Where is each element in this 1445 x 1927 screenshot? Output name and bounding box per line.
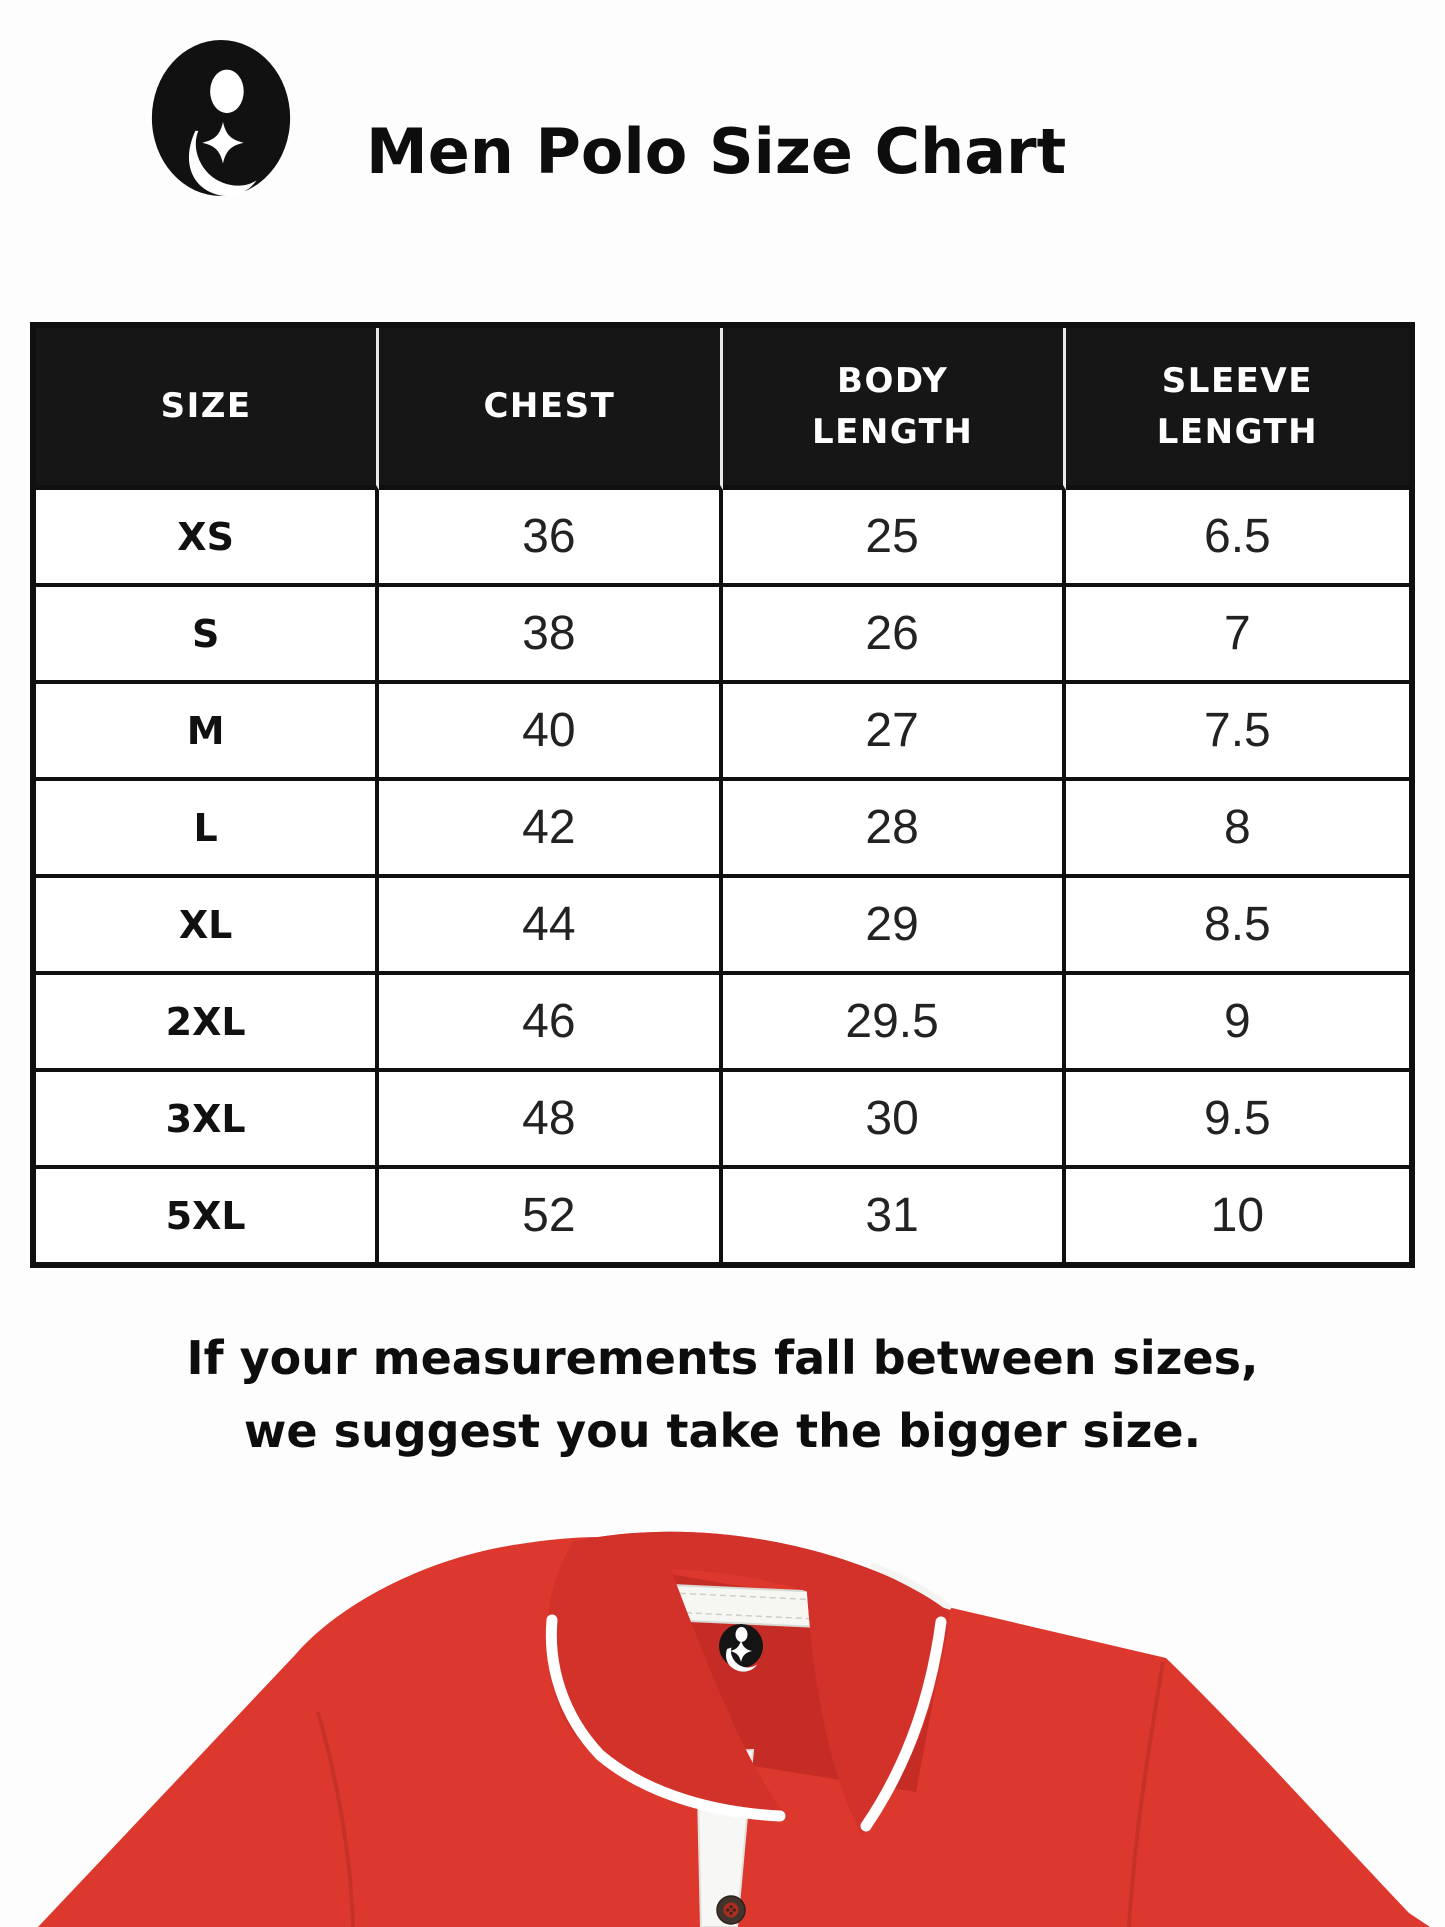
- size-value: 2XL: [36, 975, 379, 1072]
- chest-value: 52: [379, 1169, 722, 1262]
- column-header-line: CHEST: [483, 386, 616, 426]
- sleeve-length-value: 8.5: [1066, 878, 1409, 975]
- column-header-line: BODY: [837, 360, 949, 401]
- chest-value: 38: [379, 587, 722, 684]
- sleeve-length-value: 8: [1066, 781, 1409, 878]
- size-chart-table: [30, 322, 1415, 1268]
- brand-logo-icon: [150, 40, 292, 198]
- body-length-value: 25: [723, 490, 1066, 587]
- column-header-size: [36, 328, 379, 490]
- table-row: [36, 878, 1409, 975]
- body-length-value: 30: [723, 1072, 1066, 1169]
- body-length-value: 26: [723, 587, 1066, 684]
- table-row: [36, 490, 1409, 587]
- body-length-value: 29: [723, 878, 1066, 975]
- chest-value: 48: [379, 1072, 722, 1169]
- column-header-line: LENGTH: [811, 411, 974, 452]
- size-value: XL: [36, 878, 379, 975]
- body-length-value: 28: [723, 781, 1066, 878]
- size-value: XS: [36, 490, 379, 587]
- body-length-value: 29.5: [723, 975, 1066, 1072]
- sizing-note-line2: we suggest you take the bigger size.: [243, 1403, 1202, 1458]
- table-row: [36, 587, 1409, 684]
- size-value: 3XL: [36, 1072, 379, 1169]
- body-length-value: 31: [723, 1169, 1066, 1262]
- column-header-body-length: [723, 328, 1066, 490]
- table-row: [36, 1072, 1409, 1169]
- sleeve-length-value: 6.5: [1066, 490, 1409, 587]
- chest-value: 42: [379, 781, 722, 878]
- chest-value: 36: [379, 490, 722, 587]
- size-value: M: [36, 684, 379, 781]
- size-value: L: [36, 781, 379, 878]
- polo-shirt-image: [0, 1500, 1445, 1927]
- sleeve-length-value: 7.5: [1066, 684, 1409, 781]
- chest-value: 44: [379, 878, 722, 975]
- sleeve-length-value: 10: [1066, 1169, 1409, 1262]
- sleeve-length-value: 9.5: [1066, 1072, 1409, 1169]
- chest-value: 40: [379, 684, 722, 781]
- sleeve-length-value: 9: [1066, 975, 1409, 1072]
- page-title: Men Polo Size Chart: [366, 114, 1067, 188]
- chest-value: 46: [379, 975, 722, 1072]
- sizing-note: [0, 1322, 1445, 1467]
- column-header-line: LENGTH: [1156, 411, 1319, 452]
- body-length-value: 27: [723, 684, 1066, 781]
- table-header-row: [36, 328, 1409, 490]
- size-value: S: [36, 587, 379, 684]
- table-row: [36, 975, 1409, 1072]
- sizing-note-line1: If your measurements fall between sizes,: [186, 1331, 1259, 1385]
- table-row: [36, 781, 1409, 878]
- polo-button: [717, 1896, 745, 1924]
- sleeve-length-value: 7: [1066, 587, 1409, 684]
- table-row: [36, 1169, 1409, 1262]
- column-header-chest: [379, 328, 722, 490]
- column-header-line: SLEEVE: [1161, 360, 1313, 401]
- table-row: [36, 684, 1409, 781]
- column-header-line: SIZE: [160, 386, 252, 426]
- column-header-sleeve-length: [1066, 328, 1409, 490]
- size-value: 5XL: [36, 1169, 379, 1262]
